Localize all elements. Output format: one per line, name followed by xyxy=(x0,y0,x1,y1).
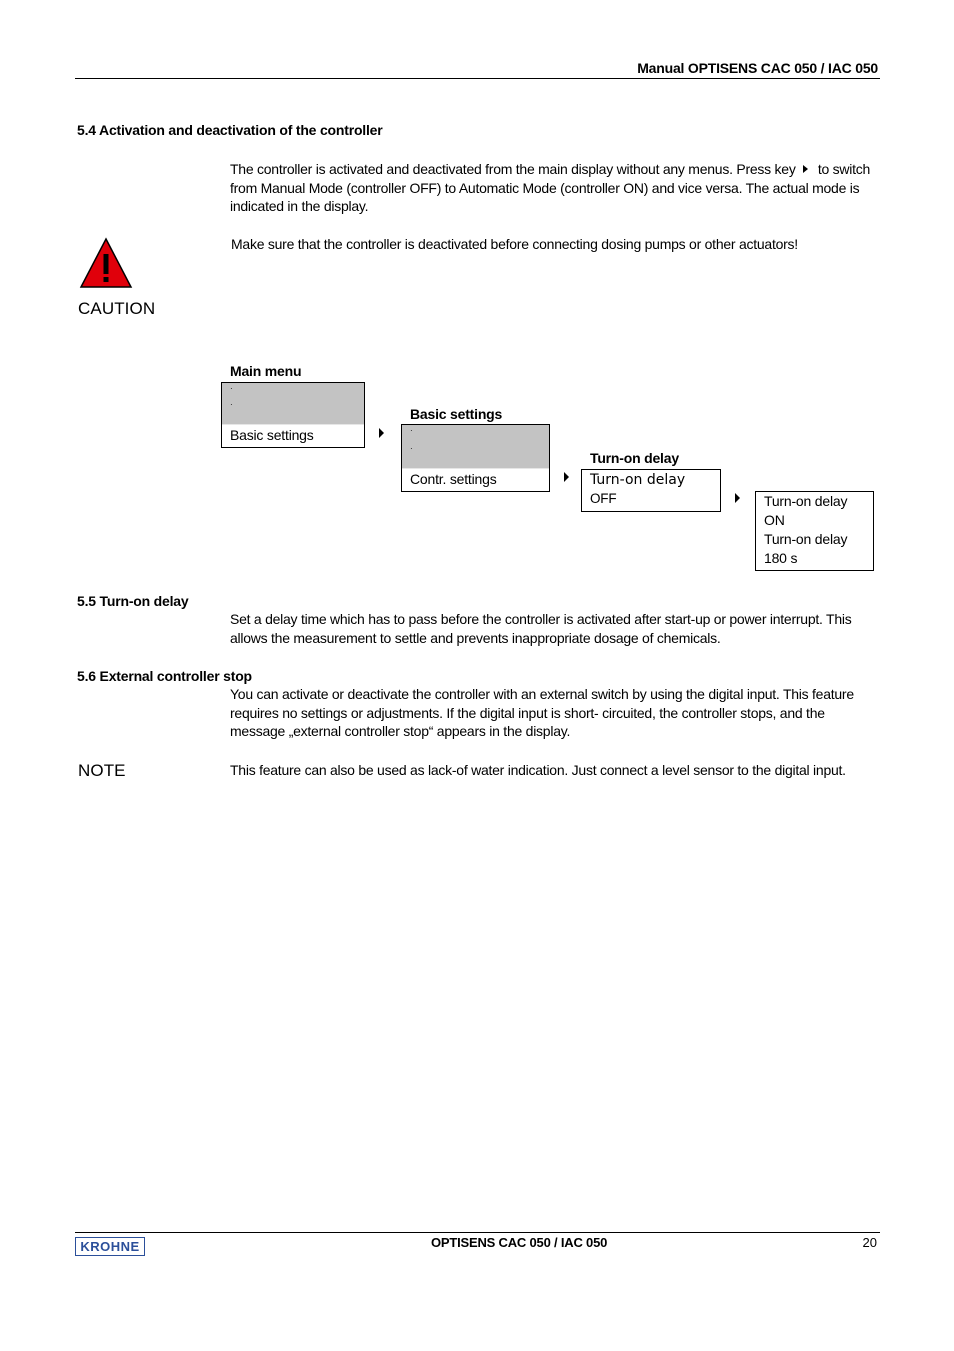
main-menu-item-basic-settings: Basic settings xyxy=(230,427,314,443)
turn-on-delay-line-2: OFF xyxy=(590,491,617,506)
footer-rule xyxy=(75,1232,880,1233)
basic-settings-title: Basic settings xyxy=(410,406,503,422)
main-menu-dot-1: · xyxy=(230,384,233,393)
section-5-4-line-1: The controller is activated and deactivated from the main display without any menus. Press key to switch xyxy=(230,161,871,177)
section-5-5-line-1: Set a delay time which has to pass before the controller is activated after start-up or power interrupt. This xyxy=(230,611,852,627)
section-5-4-heading: 5.4 Activation and deactivation of the controller xyxy=(77,122,383,138)
section-5-6-line-1: You can activate or deactivate the controller with an external switch by using the digital input. This feature xyxy=(230,686,854,702)
right-arrow-key-icon xyxy=(803,165,808,173)
main-menu-dot-2: · xyxy=(230,400,233,409)
option-line-2: ON xyxy=(764,512,785,528)
basic-settings-item-contr-settings: Contr. settings xyxy=(410,471,497,487)
basic-settings-hidden-items xyxy=(402,425,549,469)
basic-settings-dot-1: · xyxy=(410,426,413,435)
section-5-4-line-3: indicated in the display. xyxy=(230,198,369,214)
turn-on-delay-line-1: Turn-on delay xyxy=(590,472,686,488)
main-menu-title: Main menu xyxy=(230,363,302,379)
main-menu-hidden-items xyxy=(222,383,364,425)
header-rule xyxy=(75,78,880,79)
document-header-title: Manual OPTISENS CAC 050 / IAC 050 xyxy=(637,60,878,76)
section-5-5-heading: 5.5 Turn-on delay xyxy=(77,593,189,609)
turn-on-delay-display xyxy=(581,469,721,512)
caution-label: CAUTION xyxy=(78,299,156,318)
footer-title: OPTISENS CAC 050 / IAC 050 xyxy=(431,1235,608,1250)
basic-settings-display xyxy=(401,424,550,492)
section-5-6-paragraph xyxy=(230,685,854,741)
section-5-5-line-2: allows the measurement to settle and prevents inappropriate dosage of chemicals. xyxy=(230,629,721,646)
main-menu-display xyxy=(221,382,365,448)
section-5-6-line-2: requires no settings or adjustments. If the digital input is short- circuited, the controller stops, and the xyxy=(230,704,825,721)
caution-warning-icon xyxy=(79,237,133,289)
arrow-icon-1 xyxy=(379,428,384,438)
section-5-6-heading: 5.6 External controller stop xyxy=(77,668,252,684)
option-line-1: Turn-on delay xyxy=(764,493,848,509)
page-number: 20 xyxy=(862,1235,877,1250)
krohne-logo: KROHNE xyxy=(75,1237,145,1256)
caution-text: Make sure that the controller is deactivated before connecting dosing pumps or other actuators! xyxy=(231,236,798,252)
note-label: NOTE xyxy=(78,761,126,780)
note-text: This feature can also be used as lack-of water indication. Just connect a level sensor to the digital input. xyxy=(230,762,846,778)
section-5-4-paragraph xyxy=(230,160,870,216)
section-5-6-line-3: message „external controller stop“ appears in the display. xyxy=(230,723,571,739)
option-line-3: Turn-on delay xyxy=(764,531,848,547)
basic-settings-dot-2: · xyxy=(410,444,413,453)
turn-on-delay-options-display xyxy=(755,491,874,571)
arrow-icon-2 xyxy=(564,472,569,482)
arrow-icon-3 xyxy=(735,493,740,503)
option-line-4: 180 s xyxy=(764,550,798,566)
turn-on-delay-title: Turn-on delay xyxy=(590,450,679,466)
section-5-5-paragraph xyxy=(230,610,851,647)
section-5-4-line-2: from Manual Mode (controller OFF) to Automatic Mode (controller ON) and vice versa. The actual mode is xyxy=(230,179,860,196)
